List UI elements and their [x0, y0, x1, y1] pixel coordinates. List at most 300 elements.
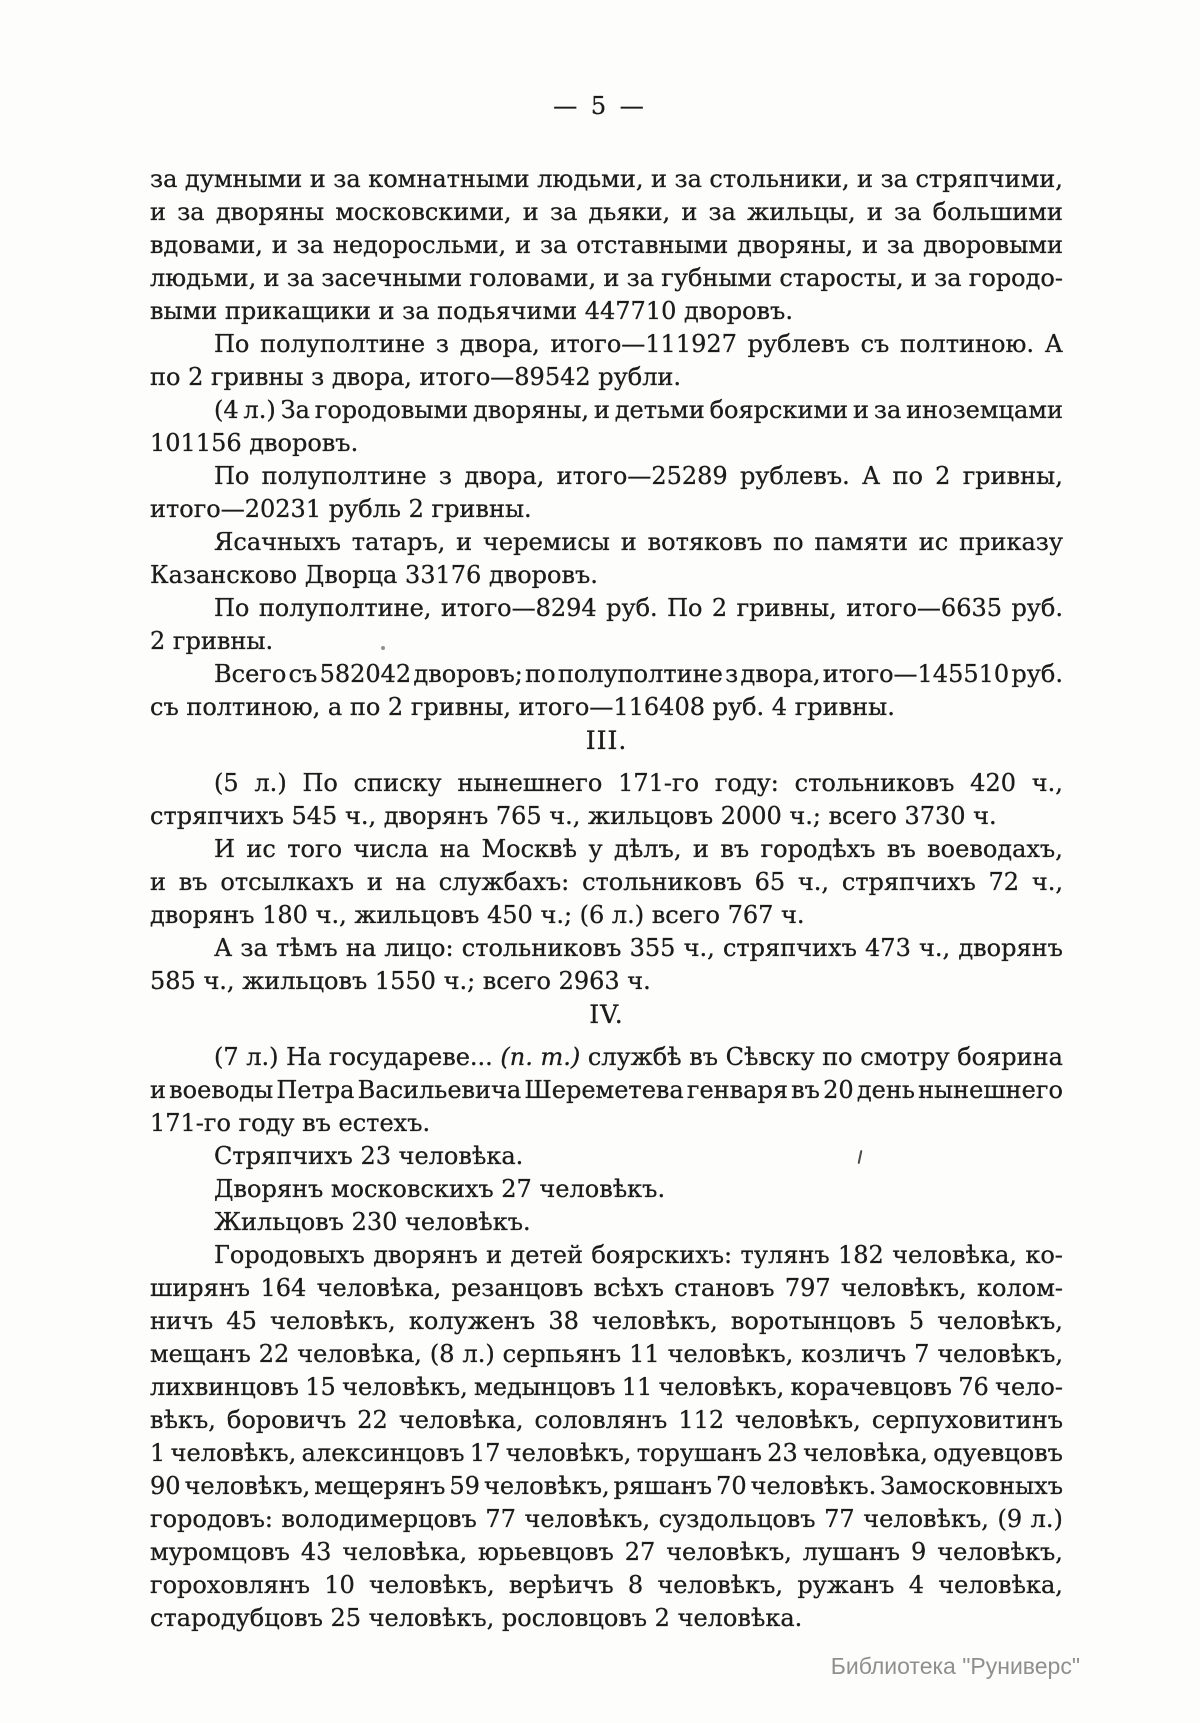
word: По	[214, 594, 250, 622]
word: По	[302, 769, 338, 797]
word: стряпчими,	[915, 165, 1063, 193]
word: за	[549, 198, 578, 226]
word: 420	[970, 769, 1016, 797]
word: (7	[214, 1043, 239, 1071]
word: за	[539, 231, 568, 259]
word: человѣкъ,	[937, 1538, 1063, 1566]
word: 2	[935, 462, 951, 490]
word: 9	[911, 1538, 927, 1566]
word: человѣкъ,	[937, 1340, 1063, 1368]
word: (9	[997, 1505, 1023, 1533]
word: (п.	[500, 1043, 533, 1071]
word: дворянъ	[373, 1241, 478, 1269]
word: за	[873, 396, 902, 424]
word: (5	[214, 769, 239, 797]
word: гривны,	[962, 462, 1063, 490]
word: Петра	[276, 1076, 355, 1104]
word: человѣкъ,	[524, 1505, 651, 1533]
word: л.)	[462, 1340, 495, 1368]
word: за	[894, 198, 922, 226]
text-line: 101156 дворовъ.	[150, 429, 359, 457]
word: 11	[629, 1340, 660, 1368]
word: 112	[678, 1406, 725, 1434]
paragraph	[150, 1239, 1063, 1635]
word: и	[910, 264, 927, 292]
word: л.)	[246, 1043, 279, 1071]
word: вдовами,	[150, 231, 263, 259]
word: человѣкъ,	[592, 1307, 718, 1335]
word: Сѣвску	[725, 1043, 815, 1071]
word: за	[708, 198, 736, 226]
word: службѣ	[587, 1043, 682, 1071]
word: воротынцовъ	[730, 1307, 896, 1335]
text-line	[150, 1503, 1063, 1536]
word: По	[214, 330, 250, 358]
word: воеводахъ,	[927, 835, 1063, 863]
text-line	[150, 833, 1063, 866]
word: за	[177, 198, 205, 226]
word: становъ	[674, 1274, 775, 1302]
text-line	[150, 229, 1063, 262]
word: ис	[918, 528, 949, 556]
word: и	[603, 264, 620, 292]
word: за	[880, 165, 908, 193]
text-line	[150, 394, 1063, 427]
word: дворяны,	[473, 396, 589, 424]
word: ничъ	[150, 1307, 214, 1335]
word: памяти	[814, 528, 908, 556]
word: дьяки,	[588, 198, 671, 226]
word: по	[822, 1043, 853, 1071]
word: ч.,	[1031, 769, 1063, 797]
word: службахъ:	[438, 868, 570, 896]
word: По	[667, 594, 703, 622]
word: 1	[150, 1439, 166, 1467]
paragraph	[150, 767, 1063, 833]
word: году:	[714, 769, 779, 797]
word: 797	[784, 1274, 831, 1302]
word: и	[263, 264, 280, 292]
word: списку	[353, 769, 442, 797]
word: 10	[324, 1571, 355, 1599]
word: людьми,	[537, 165, 644, 193]
word: 77	[485, 1505, 516, 1533]
word: и	[522, 198, 539, 226]
word: тѣмъ	[275, 934, 338, 962]
word: итого—145510	[822, 660, 1010, 688]
word: боярина	[957, 1043, 1063, 1071]
word: Ясачныхъ	[214, 528, 341, 556]
word: 65	[754, 868, 786, 896]
word: ч.,	[919, 934, 951, 962]
word: ко-	[1025, 1241, 1063, 1269]
word: и	[150, 198, 166, 226]
word: губными	[661, 264, 773, 292]
word: человѣкъ,	[937, 1307, 1063, 1335]
word: и	[150, 868, 166, 896]
word: На	[286, 1043, 322, 1071]
word: государеве...	[328, 1043, 493, 1071]
word: И	[214, 835, 235, 863]
paragraph	[150, 1041, 1063, 1140]
text-line: стряпчихъ 545 ч., дворянъ 765 ч., жильцовъ 2000 ч.; всего 3730 ч.	[150, 802, 997, 830]
word: 171-го	[618, 769, 700, 797]
word: 22	[357, 1406, 388, 1434]
word: и	[456, 528, 473, 556]
word: городовъ:	[150, 1505, 273, 1533]
word: и	[852, 396, 869, 424]
word: человѣка,	[297, 1340, 422, 1368]
word: 70	[716, 1472, 747, 1500]
paragraph	[150, 328, 1063, 394]
word: л.)	[254, 769, 287, 797]
text-line: Казансково Дворца 33176 дворовъ.	[150, 561, 598, 589]
word: человѣкъ,	[863, 1505, 989, 1533]
word: лицо:	[384, 934, 454, 962]
paragraph	[150, 1206, 1063, 1239]
word: ис	[246, 835, 276, 863]
word: Всего	[214, 660, 287, 688]
word: гороховлянъ	[150, 1571, 310, 1599]
word: и	[150, 1076, 166, 1104]
word: на	[345, 934, 377, 962]
word: за	[296, 231, 325, 259]
paragraph	[150, 658, 1063, 724]
text-block	[150, 163, 1063, 1635]
word: стряпчихъ	[722, 934, 857, 962]
text-line	[150, 196, 1063, 229]
word: 20	[823, 1076, 854, 1104]
word: 22	[258, 1340, 290, 1368]
word: вотяковъ	[647, 528, 763, 556]
paragraph	[150, 833, 1063, 932]
word: верѣичъ	[508, 1571, 614, 1599]
word: (4	[214, 396, 239, 424]
word: ширянъ	[150, 1274, 251, 1302]
text-line	[150, 526, 1063, 559]
text-line	[150, 1338, 1063, 1371]
word: и	[857, 165, 874, 193]
word: въ	[689, 1043, 719, 1071]
word: думными	[184, 165, 303, 193]
word: ряшанъ	[613, 1472, 713, 1500]
word: человѣкъ,	[841, 1274, 967, 1302]
word: колуженъ	[408, 1307, 536, 1335]
word: серпьянъ	[502, 1340, 622, 1368]
word: 15	[305, 1373, 336, 1401]
word: По	[214, 462, 250, 490]
word: городѣхъ	[760, 835, 876, 863]
text-line	[150, 866, 1063, 899]
word: старосты,	[779, 264, 904, 292]
word: торушанъ	[636, 1439, 762, 1467]
word: 76	[958, 1373, 989, 1401]
word: резанцовъ	[451, 1274, 584, 1302]
text-line: выми прикащики и за подьячими 447710 дворовъ.	[150, 297, 793, 325]
word: мещерянъ	[314, 1472, 446, 1500]
word: человѣкъ,	[369, 1571, 495, 1599]
text-line	[150, 163, 1063, 196]
word: полуполтине,	[258, 594, 432, 622]
text-line	[150, 592, 1063, 625]
word: полуполтине	[261, 462, 427, 490]
word: 582042	[319, 660, 412, 688]
text-line	[150, 328, 1063, 361]
word: иноземцами	[906, 396, 1063, 424]
text-line	[150, 1437, 1063, 1470]
word: человѣкъ,	[505, 1439, 632, 1467]
word: за	[286, 264, 315, 292]
word: стряпчихъ	[841, 868, 976, 896]
word: нынешнего	[918, 1076, 1063, 1104]
word: 59	[449, 1472, 480, 1500]
paragraph	[150, 460, 1063, 526]
word: воеводы	[169, 1076, 274, 1104]
word: медынцовъ	[474, 1373, 616, 1401]
word: генваря	[686, 1076, 788, 1104]
word: человѣка,	[938, 1571, 1063, 1599]
text-line: дворянъ 180 ч., жильцовъ 450 ч.; (6 л.) всего 767 ч.	[150, 901, 805, 929]
word: одуевцовъ	[933, 1439, 1063, 1467]
text-line	[150, 1536, 1063, 1569]
word: и	[366, 868, 383, 896]
word: всѣхъ	[593, 1274, 664, 1302]
word: головами,	[469, 264, 597, 292]
word: 23	[767, 1439, 798, 1467]
word: по	[525, 660, 556, 688]
text-line: 585 ч., жильцовъ 1550 ч.; всего 2963 ч.	[150, 967, 651, 995]
word: человѣкъ,	[735, 1406, 861, 1434]
word: колом-	[977, 1274, 1063, 1302]
word: А	[214, 934, 233, 962]
text-line	[150, 262, 1063, 295]
word: день	[856, 1076, 915, 1104]
word: за	[934, 264, 962, 292]
word: 77	[824, 1505, 855, 1533]
word: л.)	[243, 396, 276, 424]
word: приказу	[959, 528, 1063, 556]
word: татаръ,	[351, 528, 446, 556]
section-heading: III.	[585, 726, 628, 755]
word: муромцовъ	[150, 1538, 290, 1566]
word: рублевъ.	[739, 462, 850, 490]
word: Городовыхъ	[214, 1241, 365, 1269]
word: человѣка,	[342, 1538, 468, 1566]
word: нынешнего	[457, 769, 603, 797]
word: на	[439, 835, 471, 863]
text-line	[150, 1569, 1063, 1602]
word: ч.,	[683, 934, 715, 962]
word: за	[333, 165, 361, 193]
word: въ	[886, 835, 916, 863]
text-line	[150, 658, 1063, 691]
word: за	[674, 165, 702, 193]
word: суздольцовъ	[658, 1505, 816, 1533]
word: лушанъ	[802, 1538, 901, 1566]
word: 182	[838, 1241, 884, 1269]
word: и	[650, 165, 667, 193]
word: дворяны	[215, 198, 325, 226]
word: руб.	[1011, 594, 1063, 622]
word: городо-	[968, 264, 1063, 292]
text-line: итого—20231 рубль 2 гривны.	[150, 495, 532, 523]
word: за	[240, 934, 268, 962]
text-line	[150, 1074, 1063, 1107]
word: смотру	[860, 1043, 950, 1071]
word: комнатными	[368, 165, 530, 193]
word: серпуховитинъ	[871, 1406, 1063, 1434]
word: и	[486, 1241, 503, 1269]
word: человѣкъ,	[483, 1472, 610, 1500]
word: 27	[624, 1538, 656, 1566]
word: 38	[548, 1307, 579, 1335]
word: ружанъ	[797, 1571, 895, 1599]
text-line	[150, 1404, 1063, 1437]
word: детьми	[614, 396, 705, 424]
word: вѣкъ,	[150, 1406, 216, 1434]
word: дворяны,	[737, 231, 854, 259]
word: лихвинцовъ	[150, 1373, 299, 1401]
word: гривны,	[736, 594, 837, 622]
word: человѣкъ,	[666, 1538, 792, 1566]
text-line: Стряпчихъ 23 человѣка.	[214, 1142, 524, 1170]
word: детей	[510, 1241, 583, 1269]
text-line: по 2 гривны з двора, итого—89542 рубли.	[150, 363, 682, 391]
paragraph	[150, 526, 1063, 592]
word: ч.,	[797, 868, 830, 896]
word: и	[593, 396, 610, 424]
text-line	[150, 767, 1063, 800]
word: жильцы,	[747, 198, 856, 226]
text-line: съ полтиною, а по 2 гривны, итого—116408 руб. 4 гривны.	[150, 693, 895, 721]
word: итого—6635	[846, 594, 1003, 622]
text-line	[150, 1239, 1063, 1272]
word: 2	[711, 594, 728, 622]
text-line: 171-го году въ естехъ.	[150, 1109, 431, 1137]
word: володимерцовъ	[281, 1505, 477, 1533]
word: Москвѣ	[481, 835, 578, 863]
word: руб.	[606, 594, 658, 622]
word: человѣкъ,	[667, 1340, 794, 1368]
word: двора,	[740, 660, 821, 688]
word: двора,	[464, 462, 545, 490]
word: человѣкъ,	[658, 1373, 785, 1401]
text-line	[150, 1470, 1063, 1503]
word: з	[438, 462, 452, 490]
word: у	[588, 835, 603, 863]
text-line	[150, 932, 1063, 965]
word: 7	[914, 1340, 930, 1368]
word: и	[515, 231, 532, 259]
word: руб.	[1011, 660, 1063, 688]
word: з	[725, 660, 739, 688]
word: козличъ	[801, 1340, 907, 1368]
word: съ	[288, 660, 318, 688]
word: 17	[469, 1439, 501, 1467]
text-line: стародубцовъ 25 человѣкъ, рословцовъ 2 человѣка.	[150, 1604, 803, 1632]
word: человѣкъ,	[184, 1472, 311, 1500]
word: по	[892, 462, 923, 490]
paragraph	[150, 1173, 1063, 1206]
text-line	[150, 1272, 1063, 1305]
paragraph	[150, 394, 1063, 460]
word: двора,	[459, 330, 540, 358]
paragraph	[150, 932, 1063, 998]
word: за	[886, 231, 915, 259]
word: недоросльми,	[332, 231, 507, 259]
paragraph	[150, 592, 1063, 658]
word: съ	[860, 330, 890, 358]
text-line	[150, 1305, 1063, 1338]
word: числа	[353, 835, 429, 863]
word: человѣкъ,	[657, 1571, 784, 1599]
word: ч.,	[1031, 868, 1063, 896]
word: человѣкъ,	[170, 1439, 297, 1467]
word: и	[866, 198, 883, 226]
word: на	[395, 868, 426, 896]
word: полуполтине	[260, 330, 426, 358]
word: 72	[988, 868, 1020, 896]
word: по	[773, 528, 804, 556]
word: дворянъ	[958, 934, 1063, 962]
word: 11	[621, 1373, 653, 1401]
word: итого—8294	[440, 594, 597, 622]
word: полуполтине	[557, 660, 723, 688]
word: черемисы	[483, 528, 610, 556]
word: мещанъ	[150, 1340, 251, 1368]
word: дѣлъ,	[614, 835, 682, 863]
paragraph	[150, 1140, 1063, 1173]
word: стольниковъ	[461, 934, 622, 962]
word: и	[861, 231, 878, 259]
text-line	[150, 1041, 1063, 1074]
word: дворовыми	[923, 231, 1063, 259]
word: стольниковъ	[794, 769, 955, 797]
text-line	[150, 1371, 1063, 1404]
word: (8	[429, 1340, 455, 1368]
word: 8	[627, 1571, 644, 1599]
word: з	[435, 330, 449, 358]
word: А	[862, 462, 881, 490]
word: и	[271, 231, 288, 259]
word: л.)	[1030, 1505, 1063, 1533]
word: въ	[178, 868, 208, 896]
word: корачевцовъ	[790, 1373, 952, 1401]
word: юрьевцовъ	[478, 1538, 614, 1566]
text-line: Жильцовъ 230 человѣкъ.	[214, 1208, 531, 1236]
word: человѣкъ,	[342, 1373, 468, 1401]
word: А	[1044, 330, 1063, 358]
word: человѣкъ.	[750, 1472, 877, 1500]
word: т.)	[540, 1043, 581, 1071]
word: за	[150, 165, 178, 193]
section-heading: IV.	[589, 1000, 624, 1029]
word: итого—111927	[550, 330, 737, 358]
word: тулянъ	[740, 1241, 830, 1269]
word: Замосковныхъ	[880, 1472, 1063, 1500]
library-watermark: Библиотека "Руниверс"	[830, 1653, 1080, 1679]
word: человѣка,	[892, 1241, 1017, 1269]
word: большими	[932, 198, 1063, 226]
word: Васильевича	[357, 1076, 522, 1104]
word: московскими,	[335, 198, 512, 226]
word: дворовъ;	[413, 660, 523, 688]
word: городовыми	[314, 396, 469, 424]
word: отсылкахъ	[220, 868, 355, 896]
word: алексинцовъ	[301, 1439, 465, 1467]
text-line: 2 гривны.	[150, 627, 274, 655]
word: 4	[908, 1571, 924, 1599]
